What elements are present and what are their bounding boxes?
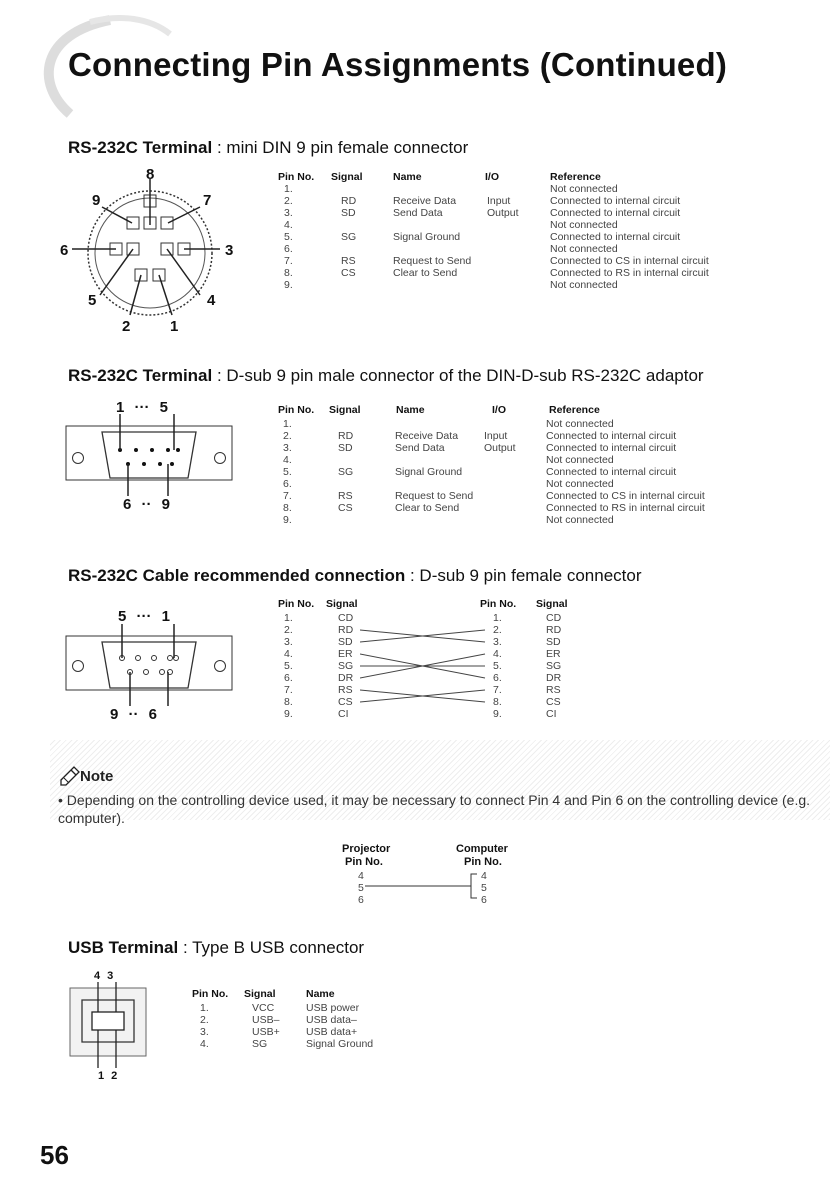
s3-signal-column-cell: CD — [338, 612, 354, 624]
s2-pin-column — [283, 418, 292, 526]
s3-pin-column-cell: 9. — [284, 708, 293, 720]
s2-io-column-cell: Input — [484, 430, 508, 442]
s2-reference-column-cell: Connected to internal circuit — [546, 430, 677, 442]
s3-pin-column-right-cell: 7. — [493, 684, 502, 696]
s2-reference-column-cell: Not connected — [546, 454, 614, 466]
s1-pin-column — [284, 183, 293, 291]
s2-name-column-cell — [395, 514, 473, 526]
s1-signal-column-cell: SD — [341, 207, 356, 219]
usb-header-pin: Pin No. — [192, 988, 229, 1000]
s3-signal-column-right-cell: CS — [546, 696, 561, 708]
s1-name-column-cell: Receive Data — [393, 195, 457, 207]
s2-io-column-cell — [484, 454, 516, 466]
usb-heading-bold: USB Terminal — [68, 938, 179, 957]
s2-signal-column-cell: SD — [338, 442, 353, 454]
s1-header-signal: Signal — [331, 171, 363, 183]
s3-header-signal: Signal — [326, 598, 358, 610]
s1-name-column-cell: Send Data — [393, 207, 443, 219]
s1-signal-column-cell: RS — [341, 255, 356, 267]
s1-io-column-cell — [487, 279, 519, 291]
s2-io-column — [484, 418, 516, 526]
dsub-female-bottom-label: 9 ·· 6 — [110, 706, 158, 723]
din-pin-label-9: 9 — [92, 192, 101, 209]
note-projector-pins-cell: 5 — [358, 882, 364, 894]
usb-signal-column-cell: SG — [252, 1038, 268, 1050]
s2-name-column-cell: Clear to Send — [395, 502, 460, 514]
section1-heading — [68, 138, 468, 158]
s3-signal-column-cell: CI — [338, 708, 349, 720]
note-computer-pin-label: Pin No. — [464, 856, 502, 868]
note-computer-pins-cell: 5 — [481, 882, 487, 894]
s1-signal-column — [341, 183, 356, 291]
s2-signal-column-cell: RD — [338, 430, 354, 442]
s1-pin-column-cell: 5. — [284, 231, 293, 243]
s2-pin-column-cell: 3. — [283, 442, 292, 454]
note-projector-label: Projector — [342, 843, 391, 855]
s3-signal-column-cell: RD — [338, 624, 354, 636]
usb-name-column-cell: USB data– — [306, 1014, 357, 1026]
dsub-female-top-label: 5 ··· 1 — [118, 608, 171, 625]
s2-header-reference: Reference — [549, 404, 600, 416]
usb-bottom-label: 1 2 — [98, 1070, 118, 1082]
section2-heading-rest: : D-sub 9 pin male connector of the DIN-D-sub RS-232C adaptor — [212, 366, 704, 385]
section2-heading — [68, 366, 704, 386]
usb-b-connector-diagram — [68, 982, 158, 1072]
note-text: • Depending on the controlling device used, it may be necessary to connect Pin 4 and Pin 6 on the controlling device (e.g. computer). — [58, 792, 811, 826]
din-pin-label-5: 5 — [88, 292, 97, 309]
note-computer-pins-cell: 4 — [481, 870, 487, 882]
section1-heading-rest: : mini DIN 9 pin female connector — [212, 138, 469, 157]
s1-reference-column-cell: Connected to CS in internal circuit — [550, 255, 709, 267]
s1-reference-column-cell: Connected to internal circuit — [550, 231, 681, 243]
s1-pin-column-cell: 7. — [284, 255, 293, 267]
s1-io-column-cell: Output — [487, 207, 519, 219]
s3-signal-column-right-cell: RS — [546, 684, 561, 696]
s2-reference-column-cell: Not connected — [546, 418, 614, 430]
section3-heading-rest: : D-sub 9 pin female connector — [405, 566, 642, 585]
s1-signal-column-cell — [341, 279, 356, 291]
s3-header-signal-right: Signal — [536, 598, 568, 610]
s2-reference-column-cell: Not connected — [546, 478, 614, 490]
s2-reference-column-cell: Connected to CS in internal circuit — [546, 490, 705, 502]
s2-name-column-cell: Signal Ground — [395, 466, 463, 478]
s3-pin-column-cell: 2. — [284, 624, 293, 636]
s1-io-column-cell — [487, 183, 519, 195]
s1-reference-column-cell: Not connected — [550, 183, 618, 195]
s3-pin-column-right-cell: 6. — [493, 672, 502, 684]
usb-pin-column-cell: 3. — [200, 1026, 209, 1038]
s2-pin-column-cell: 5. — [283, 466, 292, 478]
s1-io-column-cell — [487, 231, 519, 243]
s3-pin-column-right-cell: 2. — [493, 624, 502, 636]
s3-pin-column — [284, 612, 293, 720]
s2-signal-column-cell — [338, 454, 353, 466]
usb-signal-column-cell: USB+ — [252, 1026, 280, 1038]
s1-pin-column-cell: 6. — [284, 243, 293, 255]
s1-name-column-cell — [393, 243, 471, 255]
s1-reference-column-cell: Connected to internal circuit — [550, 195, 681, 207]
s1-io-column-cell: Input — [487, 195, 511, 207]
section2-heading-bold: RS-232C Terminal — [68, 366, 213, 385]
usb-signal-column-cell: VCC — [252, 1002, 275, 1014]
s2-pin-column-cell: 6. — [283, 478, 292, 490]
dsub-female-connector-diagram — [64, 624, 244, 714]
s1-io-column-cell — [487, 255, 519, 267]
s2-reference-column — [546, 418, 705, 526]
note-label: Note — [80, 768, 114, 785]
s2-name-column-cell: Receive Data — [395, 430, 459, 442]
section1-heading-bold: RS-232C Terminal — [68, 138, 213, 157]
s2-name-column-cell — [395, 454, 473, 466]
s2-signal-column-cell — [338, 514, 353, 526]
s3-pin-column-right-cell: 3. — [493, 636, 502, 648]
s1-io-column-cell — [487, 267, 519, 279]
s3-signal-column-cell: SG — [338, 660, 354, 672]
s3-pin-column-right-cell: 9. — [493, 708, 502, 720]
s3-signal-column-cell: SD — [338, 636, 353, 648]
s2-io-column-cell — [484, 490, 516, 502]
usb-name-column-cell: USB power — [306, 1002, 360, 1014]
s1-signal-column-cell — [341, 243, 356, 255]
usb-pin-column-cell: 4. — [200, 1038, 209, 1050]
s1-pin-column-cell: 9. — [284, 279, 293, 291]
note-projector-pin-label: Pin No. — [345, 856, 383, 868]
s3-signal-column-cell: DR — [338, 672, 354, 684]
s2-signal-column-cell: RS — [338, 490, 353, 502]
usb-name-column-cell: USB data+ — [306, 1026, 358, 1038]
s1-reference-column-cell: Connected to internal circuit — [550, 207, 681, 219]
s1-header-name: Name — [393, 171, 422, 183]
s3-pin-column-cell: 7. — [284, 684, 293, 696]
usb-pin-column — [200, 1002, 209, 1050]
s3-pin-column-cell: 1. — [284, 612, 293, 624]
s3-signal-column-cell: CS — [338, 696, 353, 708]
usb-heading-rest: : Type B USB connector — [178, 938, 365, 957]
din-pin-label-4: 4 — [207, 292, 216, 309]
s3-signal-column — [338, 612, 353, 720]
section3-heading — [68, 566, 642, 586]
s2-io-column-cell — [484, 466, 516, 478]
din-pin-label-8: 8 — [146, 166, 155, 183]
usb-signal-column-cell: USB– — [252, 1014, 280, 1026]
din-pin-label-2: 2 — [122, 318, 131, 335]
s1-signal-column-cell — [341, 183, 356, 195]
s1-pin-column-cell: 1. — [284, 183, 293, 195]
s2-pin-column-cell: 7. — [283, 490, 292, 502]
s1-header-io: I/O — [485, 171, 500, 183]
s3-signal-column-cell: RS — [338, 684, 353, 696]
note-projector-pins — [358, 870, 364, 906]
s3-pin-column-right-cell: 1. — [493, 612, 502, 624]
dsub-male-connector-diagram — [64, 414, 244, 504]
din-pin-label-3: 3 — [225, 242, 234, 259]
s2-signal-column-cell: CS — [338, 502, 353, 514]
s1-reference-column — [550, 183, 709, 291]
note-projector-pins-cell: 4 — [358, 870, 364, 882]
s2-io-column-cell — [484, 502, 516, 514]
s2-pin-column-cell: 9. — [283, 514, 292, 526]
s1-signal-column-cell: RD — [341, 195, 357, 207]
s2-pin-column-cell: 8. — [283, 502, 292, 514]
usb-name-column — [306, 1002, 373, 1050]
s1-pin-column-cell: 4. — [284, 219, 293, 231]
page-title: Connecting Pin Assignments (Continued) — [68, 46, 728, 83]
s2-signal-column — [338, 418, 353, 526]
s1-io-column-cell — [487, 243, 519, 255]
s2-name-column — [395, 418, 473, 526]
s3-signal-column-right-cell: CI — [546, 708, 557, 720]
s2-name-column-cell: Request to Send — [395, 490, 474, 502]
s2-reference-column-cell: Connected to internal circuit — [546, 442, 677, 454]
s3-pin-column-right-cell: 4. — [493, 648, 502, 660]
note-computer-label: Computer — [456, 843, 508, 855]
s2-signal-column-cell — [338, 478, 353, 490]
s3-signal-column-right-cell: CD — [546, 612, 562, 624]
usb-name-column-cell: Signal Ground — [306, 1038, 374, 1050]
usb-top-label: 4 3 — [94, 970, 114, 982]
s2-pin-column-cell: 1. — [283, 418, 292, 430]
usb-heading — [68, 938, 364, 958]
s3-signal-column-right-cell: RD — [546, 624, 562, 636]
s2-reference-column-cell: Connected to internal circuit — [546, 466, 677, 478]
s2-io-column-cell — [484, 418, 516, 430]
usb-signal-column — [252, 1002, 280, 1050]
s3-signal-column-cell: ER — [338, 648, 353, 660]
s1-signal-column-cell — [341, 219, 356, 231]
s2-signal-column-cell — [338, 418, 353, 430]
s2-header-name: Name — [396, 404, 425, 416]
s1-name-column — [393, 183, 471, 291]
s2-header-pin: Pin No. — [278, 404, 315, 416]
s2-pin-column-cell: 2. — [283, 430, 292, 442]
s1-name-column-cell: Request to Send — [393, 255, 472, 267]
usb-header-name: Name — [306, 988, 335, 1000]
s2-pin-column-cell: 4. — [283, 454, 292, 466]
s1-name-column-cell — [393, 219, 471, 231]
s1-reference-column-cell: Connected to RS in internal circuit — [550, 267, 709, 279]
section3-heading-bold: RS-232C Cable recommended connection — [68, 566, 406, 585]
dsub-male-bottom-label: 6 ·· 9 — [123, 496, 171, 513]
s1-io-column-cell — [487, 219, 519, 231]
s2-header-signal: Signal — [329, 404, 361, 416]
page-number: 56 — [40, 1140, 69, 1170]
s3-header-pin-right: Pin No. — [480, 598, 517, 610]
s2-signal-column-cell: SG — [338, 466, 354, 478]
s3-signal-column-right-cell: DR — [546, 672, 562, 684]
s3-pin-column-right-cell: 5. — [493, 660, 502, 672]
s1-header-reference: Reference — [550, 171, 601, 183]
pencil-note-icon — [58, 762, 82, 786]
s3-signal-column-right-cell: SD — [546, 636, 561, 648]
din-pin-label-6: 6 — [60, 242, 69, 259]
dsub-male-top-label: 1 ··· 5 — [116, 399, 169, 416]
s3-header-pin: Pin No. — [278, 598, 315, 610]
note-pin-bridge-diagram — [365, 868, 485, 908]
s3-pin-column-cell: 5. — [284, 660, 293, 672]
s3-pin-column-cell: 4. — [284, 648, 293, 660]
s1-pin-column-cell: 8. — [284, 267, 293, 279]
usb-header-signal: Signal — [244, 988, 276, 1000]
s1-name-column-cell: Signal Ground — [393, 231, 461, 243]
cable-wiring-lines — [360, 612, 490, 722]
s3-signal-column-right-cell: SG — [546, 660, 562, 672]
s3-pin-column-cell: 6. — [284, 672, 293, 684]
s2-io-column-cell: Output — [484, 442, 516, 454]
s3-signal-column-right — [546, 612, 561, 720]
din-pin-label-7: 7 — [203, 192, 212, 209]
s1-reference-column-cell: Not connected — [550, 219, 618, 231]
s2-io-column-cell — [484, 514, 516, 526]
s1-signal-column-cell: SG — [341, 231, 357, 243]
s1-reference-column-cell: Not connected — [550, 243, 618, 255]
s1-name-column-cell — [393, 279, 471, 291]
usb-pin-column-cell: 1. — [200, 1002, 209, 1014]
s1-pin-column-cell: 2. — [284, 195, 293, 207]
s2-name-column-cell: Send Data — [395, 442, 445, 454]
s3-pin-column-cell: 3. — [284, 636, 293, 648]
s1-signal-column-cell: CS — [341, 267, 356, 279]
s2-name-column-cell — [395, 418, 473, 430]
s3-pin-column-cell: 8. — [284, 696, 293, 708]
s1-reference-column-cell: Not connected — [550, 279, 618, 291]
s2-io-column-cell — [484, 478, 516, 490]
usb-pin-column-cell: 2. — [200, 1014, 209, 1026]
s1-pin-column-cell: 3. — [284, 207, 293, 219]
s1-io-column — [487, 183, 519, 291]
s2-name-column-cell — [395, 478, 473, 490]
din-pin-label-1: 1 — [170, 318, 179, 335]
s1-header-pin: Pin No. — [278, 171, 315, 183]
note-computer-pins-cell: 6 — [481, 894, 487, 906]
s3-pin-column-right-cell: 8. — [493, 696, 502, 708]
s1-name-column-cell — [393, 183, 471, 195]
s3-signal-column-right-cell: ER — [546, 648, 561, 660]
note-projector-pins-cell: 6 — [358, 894, 364, 906]
s1-name-column-cell: Clear to Send — [393, 267, 458, 279]
s2-reference-column-cell: Connected to RS in internal circuit — [546, 502, 705, 514]
s2-reference-column-cell: Not connected — [546, 514, 614, 526]
s2-header-io: I/O — [492, 404, 507, 416]
s3-pin-column-right — [493, 612, 502, 720]
